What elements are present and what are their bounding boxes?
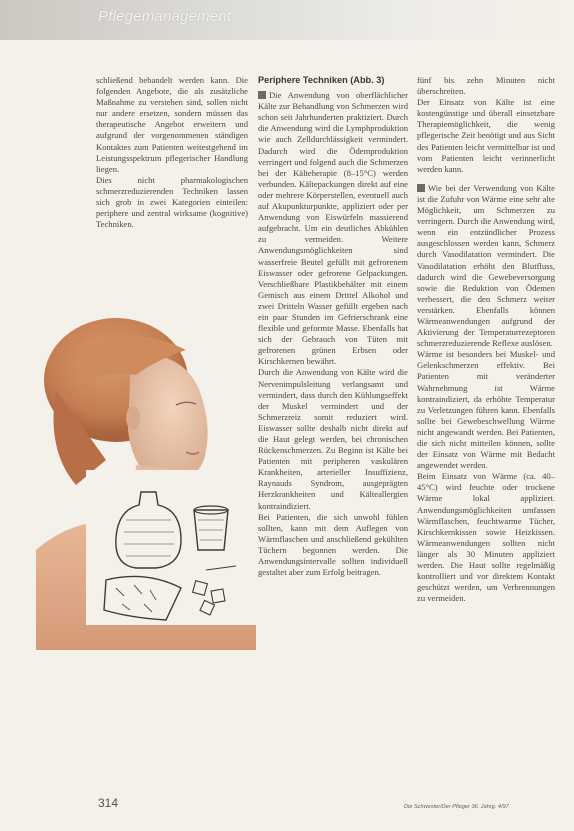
paragraph-with-marker <box>258 90 408 367</box>
text-column-1 <box>96 75 248 230</box>
paragraph: Dies nicht pharmakologischen schmerzreduzierenden Techniken lassen sich grob in zwei Kategorien einteilen: periphere und zentral wirksame (kognitive) Techniken. <box>96 174 248 230</box>
paragraph: fünf bis zehn Minuten nicht überschreiten. <box>417 75 555 97</box>
page-number: 314 <box>98 796 119 810</box>
text-column-3 <box>417 75 555 604</box>
text-column-2 <box>258 75 408 578</box>
section-heading: Periphere Techniken (Abb. 3) <box>258 75 385 85</box>
paragraph: Wie bei der Verwendung von Kälte ist die Zufuhr von Wärme eine sehr alte Möglichkeit, um Schmerzen zu verringern. Durch die Anwendung wird, wenn ein entzündlicher Prozess ausgeschlossen werden kann, Schmerz durch Vasodilatation vermindert. Die Vasodilatation erhöht den Blutfluss, dadurch wird die Gewebeversorgung sowie die Reduktion von Ödemen verbessert, die den Schmerz weiter verstärken. Ebenfalls können Wärmeanwendungen aufgrund der Aktivierung der Temperaturrezeptoren schmerzreduzierende Reflexe auslösen. <box>417 182 555 349</box>
paragraph: Wärme ist besonders bei Muskel- und Gelenkschmerzen effektiv. Bei Patienten mit veränderter Wahrnehmung ist Wärme kontraindiziert, da erhöhte Temperatur zu Verletzungen führen kann. Ebenfalls sollte bei Gewebeschwellung Wärme nicht angewandt werden. Bei Patienten, die sich nicht mitteilen können, sollte der Einsatz von Wärme mit Bedacht angewendet werden. <box>417 349 555 471</box>
paragraph: Die Anwendung von oberflächlicher Kälte zur Behandlung von Schmerzen wird schon seit Jahrhunderten praktiziert. Durch die Anwendung wird die Lymphproduktion wie auch Zelldurchlässigkeit vermindert. Dadurch wird die Ödemproduktion verringert und folgend auch die Schmerzen bei der Kälteherapie (8–15°C) werden verbunden. Kältepackungen direkt auf eine oder mehrere Körperstellen, eventuell auch auf Akupunkturpunkte, appliziert oder per Anwendung von Eiswürfeln massierend aufgebracht. Um ein deutliches Abkühlen zu vermeiden. Weitere Anwendungsmöglichkeiten sind wasserfreie Beutel gefüllt mit gefrorenem Eiswasser oder gefrorene Gelpackungen. Verschließbare Plastikbehälter mit einem Gemisch aus einem Drittel Alkohol und zwei Dritteln Wasser gefüllt ergeben nach ein paar Stunden im Gefrierschrank eine flexible und geformte Masse. Ebenfalls hat sich der Gebrauch von Tüten mit gefrorenen grünen Erbsen oder Kirschkernen bewährt. <box>258 90 408 367</box>
section-title: Pflegemanagement <box>98 8 232 25</box>
paragraph: Beim Einsatz von Wärme (ca. 40–45°C) wird feuchte oder trockene Wärme lokal appliziert. Anwendungsmöglichkeiten umfassen Wärmflaschen, feuchtwarme Tücher, Kirschkernkissen sowie Heizkissen. Wärmeanwendungen sollten nicht länger als 30 Minuten appliziert werden. Die Haut sollte regelmäßig kontrolliert und vor direktem Kontakt geschützt werden, um Verbrennungen zu vermeiden. <box>417 471 555 604</box>
paragraph-with-marker <box>417 183 555 349</box>
ice-pack-drawing <box>86 470 256 625</box>
paragraph: Bei Patienten, die sich unwohl fühlen sollten, kann mit dem Auflegen von Wärmflaschen und anschließend gekühlten Tüchern begonnen werden. Die Anwendungsintervalle sollten individuell gestaltet aber zum Erfolg beitragen. <box>258 511 408 578</box>
paragraph-marker-icon <box>417 184 425 192</box>
paragraph-marker-icon <box>258 91 266 99</box>
cooling-aids-illustration <box>86 470 256 625</box>
footer-citation: Die Schwester/Der Pfleger 36. Jahrg. 4/97 <box>404 804 509 810</box>
paragraph: Der Einsatz von Kälte ist eine kostengünstige und überall einsetzbare Therapiemöglichkeit, die wenig pflegerische Zeit benötigt und aus Sicht des Patienten leicht vermittelbar ist und vom Patienten leicht verinnerlicht werden kann. <box>417 97 555 174</box>
spacer <box>417 175 555 183</box>
paragraph: schließend behandelt werden kann. Die folgenden Angebote, die als zusätzliche Maßnahme zu verstehen sind, sollen nicht nur andere ersetzen, sondern müssen das therapeutische Angebot erweitern und aufgrund der vorgenommenen ständigen Kontaktes zum Patienten weitestgehend im Leistungsspektrum pflegerischer Handlung liegen. <box>96 75 248 174</box>
header-bar <box>0 0 574 40</box>
paragraph: Durch die Anwendung von Kälte wird die Nervenimpulsleitung verlangsamt und vermindert, dass durch den Kühlungseffekt der Muskel vermindert und der Schmerzreiz somit reduziert wird. Eiswasser sollte deshalb nicht direkt auf die Haut gelegt werden, bei chronischen Rückenschmerzen. Zu Beginn ist Kälte bei Patienten mit peripheren vaskulären Krankheiten, arterieller Insuffizienz, Raynauds Syndrom, ausgeprägten Herzkrankheiten und Kälteallergien kontraindiziert. <box>258 367 408 511</box>
